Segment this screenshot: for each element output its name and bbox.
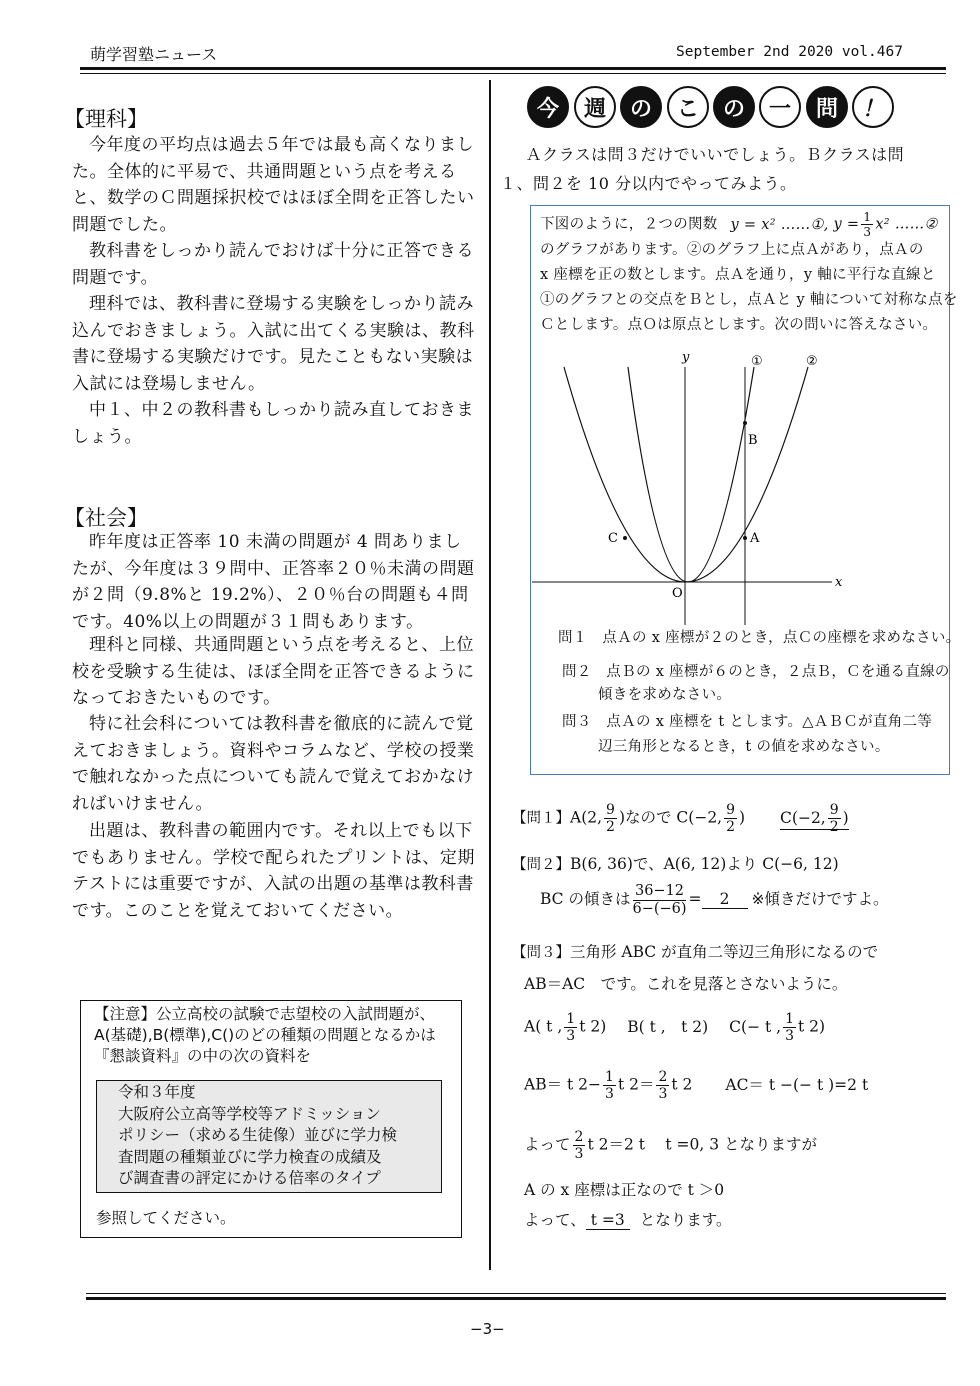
parabola-graph [532, 345, 946, 625]
question-2b: 傾きを求めなさい。 [598, 687, 732, 703]
footer-rule-thick [86, 1297, 946, 1300]
label-function-1: ① [751, 354, 763, 369]
notice-closing: 参照してください。 [96, 1209, 236, 1227]
label-y: y [682, 350, 690, 365]
answer-3-solve [524, 1130, 817, 1161]
label-a: A [750, 531, 760, 546]
parabola-2 [564, 367, 808, 582]
social-paragraph-3: 特に社会科については教科書を徹底的に読んで覚えておきましょう。資料やコラムなど、学校の授業で触れなかった点についても読んで覚えておかなければいけません。 [72, 714, 475, 814]
fraction-denominator: 3 [785, 1028, 794, 1044]
fraction-denominator: 2 [829, 819, 839, 835]
answer-3 [512, 940, 878, 962]
social-paragraph-1: 昨年度は正答率 10 未満の問題が 4 問ありましたが、今年度は３９問中、正答率２０％未満の問題が２問（9.8%と 19.2%）、２０％台の問題も４問です。40%以上の問題が３１問もあります。 [72, 532, 475, 632]
answer-3-final [524, 1208, 731, 1230]
fraction-denominator: 3 [566, 1028, 576, 1044]
problem-line-3: x 座標を正の数とします。点Ａを通り，y 軸に平行な直線と [540, 267, 936, 283]
point-a [743, 536, 747, 540]
coord-fraction [783, 1012, 796, 1043]
fraction-numerator: 1 [605, 1069, 614, 1085]
label-function-2: ② [806, 354, 818, 369]
final-value: t =3 [586, 1211, 630, 1230]
answer-2-head: 【問２】 [512, 857, 570, 873]
question-3b: 辺三角形となるとき，t の値を求めなさい。 [598, 739, 890, 755]
ab-expression: t 2＝ [617, 1075, 655, 1094]
fraction-denominator: 2 [606, 819, 615, 835]
slope-note: ※傾きだけですよ。 [751, 890, 889, 908]
answer-1-final-text: ) [842, 808, 849, 827]
problem-line-1 [540, 211, 938, 238]
fraction-numerator: 9 [829, 802, 839, 818]
social-heading: 【社会】 [64, 506, 148, 530]
final-text: よって、 [524, 1211, 586, 1229]
footer-rule-thin [86, 1293, 946, 1294]
answer-2-text: B(6, 36)で、A(6, 12)より C(−6, 12) [570, 855, 839, 873]
social-paragraph-4: 出題は、教科書の範囲内です。それ以上でも以下でもありません。学校で配られたプリントは、定期テストには重要ですが、入試の出題の基準は教科書です。このことを覚えておいてください。 [72, 821, 475, 921]
point-b [743, 421, 747, 425]
fraction-numerator: 1 [863, 210, 872, 224]
fraction-numerator: 2 [658, 1069, 668, 1085]
answer-3-text: 三角形 ABC が直角二等辺三角形になるので [570, 943, 879, 961]
notice-inner-text [118, 1082, 438, 1190]
notice-label: 【注意】 [94, 1005, 157, 1023]
fraction-denominator: 3 [574, 1146, 584, 1162]
newsletter-title: 萌学習塾ニュース [90, 45, 218, 64]
fraction-denominator: 3 [863, 225, 872, 239]
ab-expression: AB＝ t 2− [524, 1075, 602, 1094]
fraction-numerator: 1 [566, 1011, 576, 1027]
issue-info: September 2nd 2020 vol.467 [676, 44, 903, 60]
science-paragraph-3: 理科では、教科書に登場する実験をしっかり読み込んでおきましょう。入試に出てくる実験は、教科書に登場する実験だけです。見たこともない実験は入試には登場しません。 [72, 294, 475, 394]
answer-2 [512, 852, 839, 874]
ac-expression: AC＝ t −(− t )=2 t [725, 1075, 869, 1094]
answer-3-equation [524, 1070, 868, 1101]
science-paragraph-2: 教科書をしっかり読んでおけば十分に正答できる問題です。 [72, 241, 474, 288]
fraction-numerator: 1 [785, 1011, 794, 1027]
social-paragraph-2: 理科と同様、共通問題という点を考えると、上位校を受験する生徒は、ほぼ全問を正答できるようになっておきたいものです。 [72, 635, 475, 708]
problem-line-2: のグラフがあります。②のグラフ上に点Ａがあり，点Ａの [540, 242, 924, 258]
answer-3-head: 【問３】 [512, 945, 570, 961]
slope-fraction [632, 884, 686, 916]
coord-a: A( t , [524, 1017, 563, 1036]
coord-fraction [564, 1012, 577, 1043]
header-rule-thin [80, 73, 946, 74]
fraction-numerator: 9 [606, 802, 615, 818]
problem-line-5: Ｃとします。点Ｏは原点とします。次の問いに答えなさい。 [540, 317, 938, 333]
coord-b: B( t , t 2) [627, 1017, 709, 1036]
fraction-numerator: 36−12 [634, 883, 685, 899]
header-rule-thick [80, 67, 946, 70]
fraction-denominator: 3 [658, 1086, 668, 1102]
answer-1-text: A(2, [570, 808, 603, 827]
final-text: となります。 [639, 1211, 732, 1229]
title-char: 週 [574, 86, 616, 128]
notice-inner-line: ポリシー（求める生徒像）並びに学力検 [118, 1126, 398, 1144]
page-number: −3− [470, 1320, 505, 1338]
parabola-1 [628, 367, 754, 582]
title-char: の [620, 86, 662, 128]
notice-inner-line: 査問題の種類並びに学力検査の成績及 [118, 1147, 382, 1166]
problem-line-4: ①のグラフとの交点をＢとし，点Ａと y 軸について対称な点を [540, 292, 958, 308]
coord-c: t 2) [797, 1017, 826, 1036]
answer-1-final [780, 802, 849, 835]
title-char: の [713, 86, 755, 128]
notice-inner-line: 令和３年度 [118, 1083, 196, 1101]
fraction-denominator: 2 [726, 819, 736, 835]
slope-equals: = [688, 890, 702, 908]
question-3a: 問３ 点Ａの x 座標を t とします。△ＡＢＣが直角二等 [562, 714, 933, 730]
slope-value: 2 [702, 890, 748, 909]
problem-text: 下図のように，２つの関数 [540, 216, 718, 233]
function-1: y = x² ……①, [730, 216, 829, 233]
label-c: C [608, 531, 618, 546]
answer-1-fraction [828, 803, 841, 834]
fraction-denominator: 6−(−6) [632, 900, 687, 917]
answer-1-fraction [724, 803, 737, 834]
notice-inner-line: び調査書の評定にかける倍率のタイプ [118, 1169, 381, 1187]
answer-1-fraction [604, 803, 617, 834]
title-char: 一 [759, 86, 801, 128]
function-2-pre: y = [833, 216, 860, 233]
answer-3-condition: A の x 座標は正なので t ＞0 [524, 1181, 725, 1199]
fraction-denominator: 3 [605, 1086, 614, 1102]
label-origin: O [672, 586, 683, 601]
label-b: B [748, 433, 758, 448]
solve-fraction [573, 1130, 586, 1161]
answer-1-head: 【問１】 [512, 810, 570, 827]
answer-3-line-2: AB＝AC です。これを見落とさないように。 [524, 975, 848, 993]
notice-text [94, 1004, 456, 1067]
title-char: 今 [527, 86, 569, 128]
answer-1-final-text: C(−2, [780, 808, 826, 827]
column-divider [489, 80, 491, 1270]
coord-c: C(− t , [729, 1017, 782, 1036]
function-2-fraction [861, 211, 873, 238]
question-2a: 問２ 点Ｂの x 座標が６のとき，２点Ｂ，Ｃを通る直線の [562, 664, 950, 680]
title-char: こ [667, 86, 709, 128]
ab-fraction [656, 1070, 669, 1101]
solve-text: t 2＝2 t t =0, 3 となりますが [587, 1135, 818, 1154]
slope-label: BC の傾きは [540, 890, 631, 908]
function-2-post: x² ……② [875, 216, 938, 233]
coord-a: t 2) [579, 1017, 607, 1036]
notice-intro: 公立高校の試験で志望校の入試問題が、A(基礎),B(標準),C()のどの種類の問題となるかは『懇談資料』の中の次の資料を [94, 1005, 436, 1065]
answer-1-text: )なので C(−2, [618, 808, 723, 827]
label-x: x [835, 575, 843, 590]
answer-1-text: ) [739, 808, 746, 827]
point-c [623, 536, 627, 540]
solve-text: よって [524, 1135, 571, 1154]
question-1: 問１ 点Ａの x 座標が２のとき，点Ｃの座標を求めなさい。 [558, 630, 961, 646]
ab-fraction [603, 1070, 616, 1101]
answer-2-slope [540, 884, 889, 916]
fraction-numerator: 2 [574, 1129, 584, 1145]
title-char: ！ [852, 86, 894, 128]
answer-1 [512, 803, 849, 834]
science-paragraph-4: 中１、中２の教科書もしっかり読み直しておきましょう。 [72, 400, 474, 447]
fraction-numerator: 9 [726, 802, 736, 818]
science-paragraph-1: 今年度の平均点は過去５年では最も高くなりました。全体的に平易で、共通問題という点を考えると、数学のＣ問題採択校ではほぼ全問を正答したい問題でした。 [72, 135, 475, 235]
science-heading: 【理科】 [64, 107, 148, 131]
weekly-intro: Ａクラスは問３だけでいいでしょう。Ｂクラスは問１、問２を 10 分以内でやってみよう。 [500, 145, 905, 193]
ab-expression: t 2 [671, 1075, 693, 1094]
answer-3-coords [524, 1012, 825, 1043]
notice-inner-line: 大阪府公立高等学校等アドミッション [118, 1104, 381, 1123]
title-char: 問 [806, 86, 848, 128]
